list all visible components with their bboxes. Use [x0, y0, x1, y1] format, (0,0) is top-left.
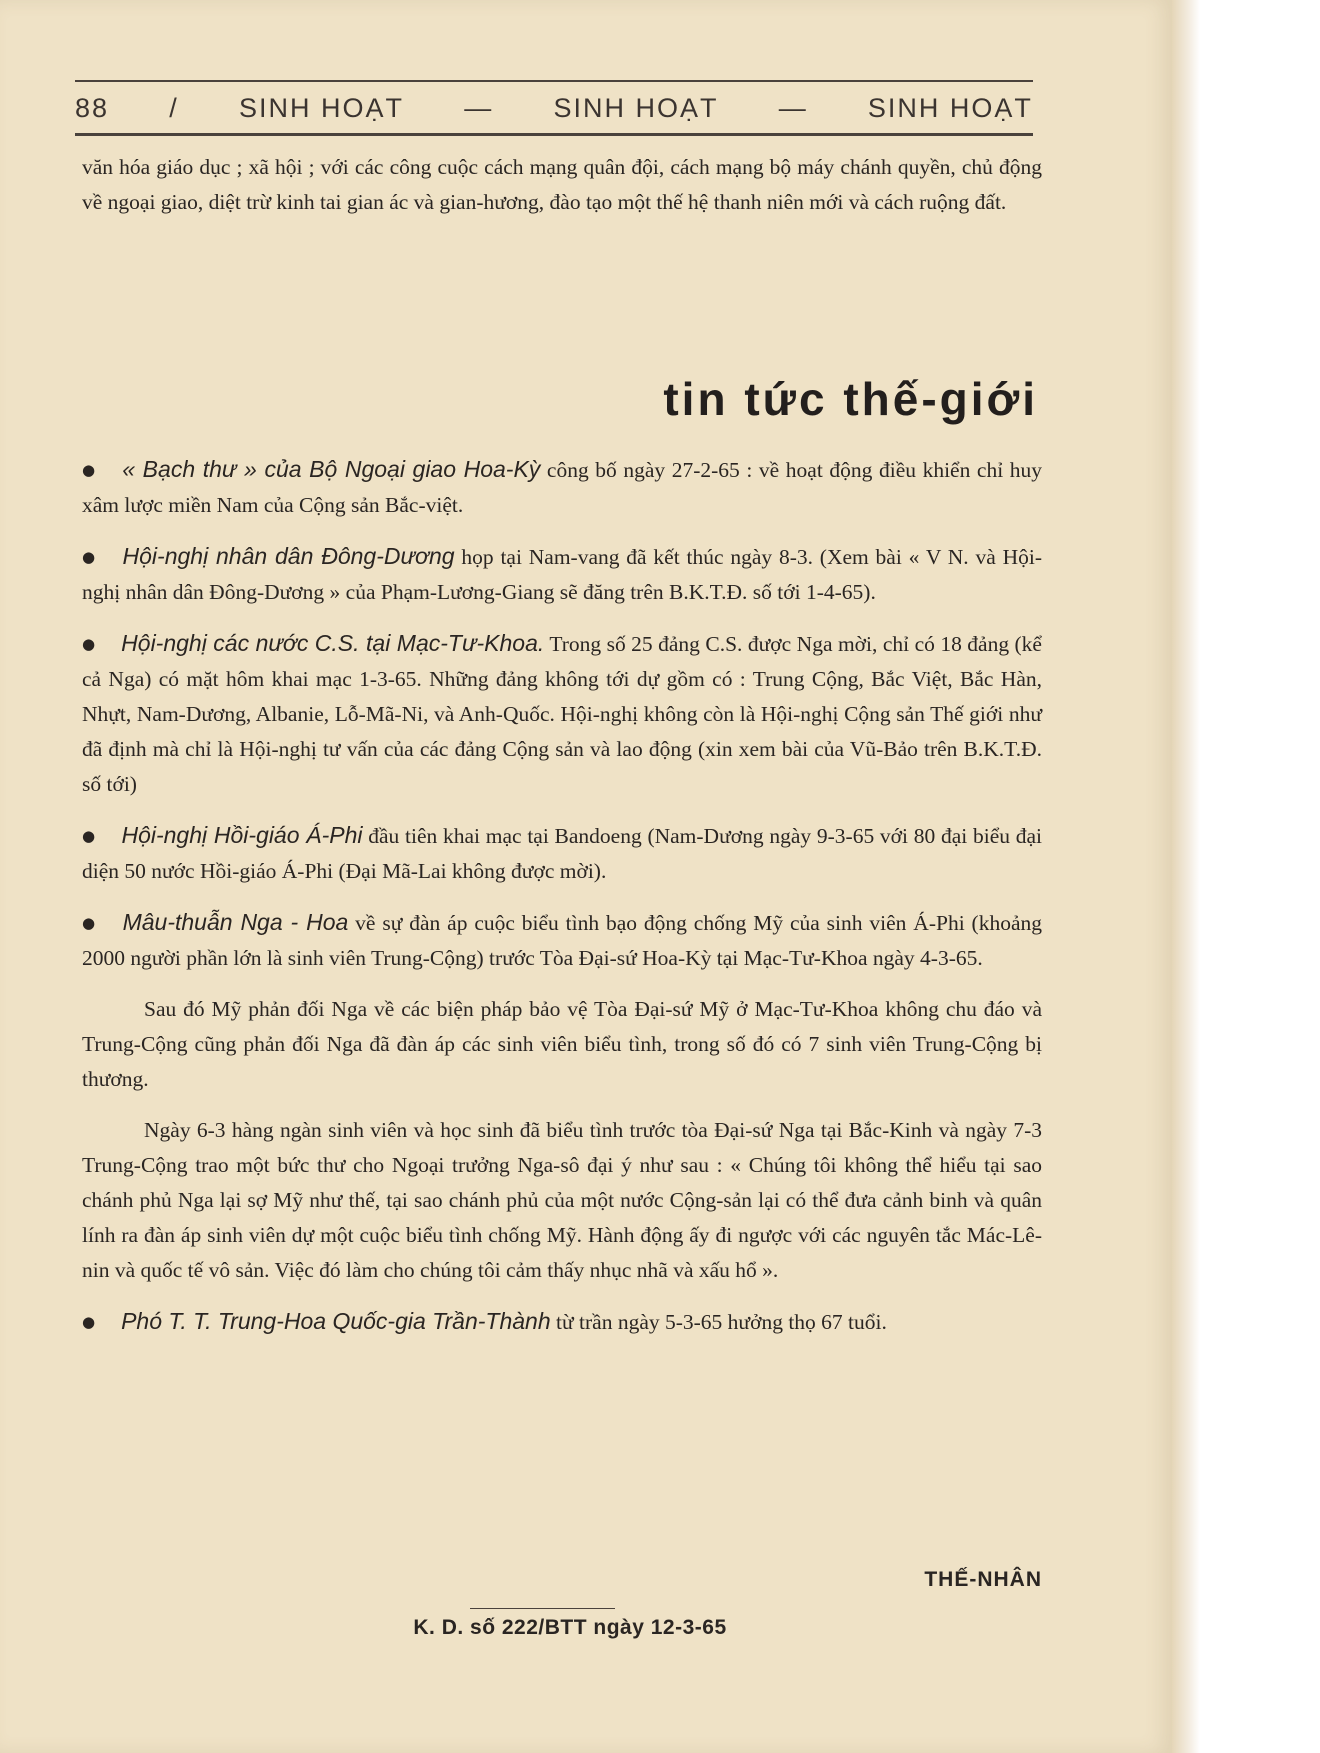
page-edge: [1172, 0, 1200, 1753]
running-header: [75, 88, 1033, 128]
footer-rule: [470, 1608, 615, 1609]
header-rule-bottom: [75, 133, 1033, 136]
news-item: [82, 626, 1042, 802]
bullet-icon: ●: [82, 548, 97, 566]
news-item-body: Trong số 25 đảng C.S. được Nga mời, chỉ có 18 đảng (kể cả Nga) có mặt hôm khai mạc 1-3-65. Những đảng không tới dự gồm có : Trung Cộng, Bắc Việt, Bắc Hàn, Nhựt, Nam-Dương, Albanie, Lỗ-Mã-Ni, và Anh-Quốc. Hội-nghị không còn là Hội-nghị Cộng sản Thế giới như đã định mà chỉ là Hội-nghị tư vấn của các đảng Cộng sản và lao động (xin xem bài của Vũ-Bảo trên B.K.T.Đ. số tới): [82, 632, 1042, 796]
running-title: SINH HOẠT: [553, 92, 719, 123]
news-item-body: công bố ngày 27-2-65 : về hoạt động điều khiển chỉ huy xâm lược miền Nam của Cộng sản Bắc-việt.: [82, 458, 1043, 517]
news-item-body: họp tại Nam-vang đã kết thúc ngày 8-3. (Xem bài « V N. và Hội-nghị nhân dân Đông-Dương » của Phạm-Lương-Giang sẽ đăng trên B.K.T.Đ. số tới 1-4-65).: [82, 545, 1043, 604]
news-item-lead: Hội-nghị nhân dân Đông-Dương: [122, 543, 455, 569]
censorship-note: K. D. số 222/BTT ngày 12-3-65: [413, 1616, 727, 1639]
header-separator: /: [169, 92, 179, 123]
news-item: [82, 539, 1042, 610]
running-title: SINH HOẠT: [239, 92, 405, 123]
news-item-lead: Phó T. T. Trung-Hoa Quốc-gia Trần-Thành: [121, 1308, 551, 1334]
intro-paragraph: [82, 150, 1042, 220]
news-item: [82, 818, 1042, 889]
bullet-icon: ●: [82, 827, 96, 845]
page-number: 88: [75, 92, 110, 123]
bullet-icon: ●: [82, 1313, 96, 1331]
news-item: [82, 452, 1042, 523]
header-dash: —: [778, 92, 808, 123]
header-rule-top: [75, 80, 1033, 82]
running-title: SINH HOẠT: [867, 92, 1033, 123]
news-item-body: về sự đàn áp cuộc biểu tình bạo động chống Mỹ của sinh viên Á-Phi (khoảng 2000 người phần lớn là sinh viên Trung-Cộng) trước Tòa Đại-sứ Hoa-Kỳ tại Mạc-Tư-Khoa ngày 4-3-65.: [82, 911, 1042, 970]
intro-text: văn hóa giáo dục ; xã hội ; với các công cuộc cách mạng quân đội, cách mạng bộ máy chánh quyền, chủ động về ngoại giao, diệt trừ kinh tai gian ác và gian-hương, đào tạo một thế hệ thanh niên mới và cách ruộng đất.: [82, 155, 1042, 214]
section-title: tin tức thế-giới: [663, 373, 1038, 425]
news-item-body: đầu tiên khai mạc tại Bandoeng (Nam-Dương ngày 9-3-65 với 80 đại biểu đại diện 50 nước Hồi-giáo Á-Phi (Đại Mã-Lai không được mời).: [82, 824, 1043, 883]
body-paragraph: Ngày 6-3 hàng ngàn sinh viên và học sinh đã biểu tình trước tòa Đại-sứ Nga tại Bắc-Kinh và ngày 7-3 Trung-Cộng trao một bức thư cho Ngoại trưởng Nga-sô đại ý như sau : « Chúng tôi không thể hiểu tại sao chánh phủ Nga lại sợ Mỹ như thế, tại sao chánh phủ của một nước Cộng-sản lại có thể đưa cảnh binh và quân lính ra đàn áp sinh viên dự một cuộc biểu tình chống Mỹ. Hành động ấy đi ngược với các nguyên tắc Mác-Lê-nin và quốc tế vô sản. Việc đó làm cho chúng tôi cảm thấy nhục nhã và xấu hổ ».: [82, 1118, 1042, 1282]
author-signature: THẾ-NHÂN: [924, 1568, 1042, 1591]
news-item-body: từ trần ngày 5-3-65 hưởng thọ 67 tuổi.: [556, 1310, 887, 1334]
news-item-lead: Mâu-thuẫn Nga - Hoa: [122, 909, 349, 935]
header-dash: —: [464, 92, 494, 123]
bullet-icon: ●: [82, 914, 97, 932]
news-item-lead: Hội-nghị các nước C.S. tại Mạc-Tư-Khoa.: [121, 630, 545, 656]
bullet-icon: ●: [82, 635, 96, 653]
news-list: [82, 452, 1042, 1356]
news-item: [82, 1304, 1042, 1340]
news-item-lead: « Bạch thư » của Bộ Ngoại giao Hoa-Kỳ: [122, 456, 541, 482]
news-item: [82, 905, 1042, 976]
body-paragraph: Sau đó Mỹ phản đối Nga về các biện pháp bảo vệ Tòa Đại-sứ Mỹ ở Mạc-Tư-Khoa không chu đáo và Trung-Cộng cũng phản đối Nga đã đàn áp các sinh viên biểu tình, trong số đó có 7 sinh viên Trung-Cộng bị thương.: [82, 997, 1042, 1091]
news-item-lead: Hội-nghị Hồi-giáo Á-Phi: [121, 822, 363, 848]
bullet-icon: ●: [82, 461, 97, 479]
